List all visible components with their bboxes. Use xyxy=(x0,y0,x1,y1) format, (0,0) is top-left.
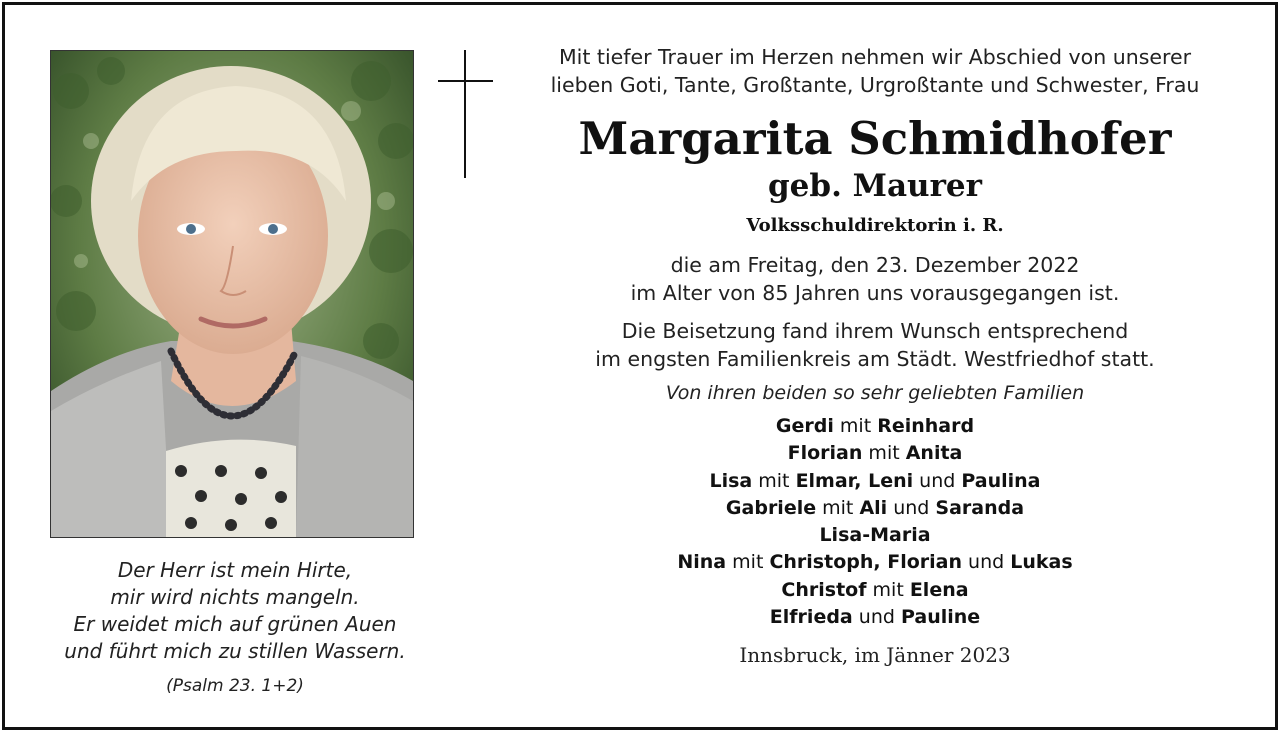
psalm-line: Er weidet mich auf grünen Auen xyxy=(73,612,397,636)
family-connector: und xyxy=(852,606,901,629)
family-connector: mit xyxy=(833,415,878,437)
mourners-intro: Von ihren beiden so sehr geliebten Familien xyxy=(665,382,1085,404)
family-line xyxy=(475,604,1275,631)
family-member-name: Nina xyxy=(677,551,727,574)
family-member-name: Gabriele xyxy=(725,496,817,519)
family-line xyxy=(475,522,1275,549)
family-member-name: Lisa xyxy=(709,469,753,492)
psalm-line: Der Herr ist mein Hirte, xyxy=(117,558,353,582)
death-line: die am Freitag, den 23. Dezember 2022 xyxy=(670,253,1080,277)
family-connector: und xyxy=(887,496,936,519)
burial-line: im engsten Familienkreis am Städt. Westfriedhof statt. xyxy=(595,347,1155,371)
family-member-name: Gerdi xyxy=(775,415,834,437)
obituary-text xyxy=(475,43,1275,669)
family-member-name: Paulina xyxy=(961,469,1041,492)
deceased-name: Margarita Schmidhofer xyxy=(578,112,1172,165)
family-member-name: Ali xyxy=(859,496,888,519)
place-date: Innsbruck, im Jänner 2023 xyxy=(739,643,1011,668)
intro-text xyxy=(475,43,1275,99)
family-member-name: Anita xyxy=(905,442,963,465)
death-line: im Alter von 85 Jahren uns vorausgegangen ist. xyxy=(630,281,1120,305)
family-line xyxy=(475,549,1275,576)
burial-notice xyxy=(475,317,1275,373)
family-line xyxy=(475,440,1275,467)
intro-line: Mit tiefer Trauer im Herzen nehmen wir Abschied von unserer xyxy=(558,45,1192,69)
family-member-name: Elfrieda xyxy=(769,606,853,629)
family-member-name: Christoph, Florian xyxy=(769,551,962,574)
death-notice xyxy=(475,251,1275,307)
family-connector: und xyxy=(962,551,1011,574)
family-member-name: Elmar, Leni xyxy=(795,469,914,492)
burial-line: Die Beisetzung fand ihrem Wunsch entsprechend xyxy=(621,319,1129,343)
obituary-card xyxy=(2,2,1278,730)
portrait-photo xyxy=(50,50,414,538)
psalm-line: mir wird nichts mangeln. xyxy=(110,585,360,609)
family-line xyxy=(475,413,1275,440)
psalm-quote xyxy=(35,557,435,700)
psalm-reference: (Psalm 23. 1+2) xyxy=(166,676,304,696)
psalm-line: und führt mich zu stillen Wassern. xyxy=(64,639,406,663)
family-list xyxy=(475,413,1275,631)
family-connector: mit xyxy=(816,496,860,519)
family-line xyxy=(475,495,1275,522)
profession: Volksschuldirektorin i. R. xyxy=(746,215,1004,236)
family-line xyxy=(475,468,1275,495)
family-connector: mit xyxy=(866,578,910,601)
family-line xyxy=(475,577,1275,604)
family-member-name: Christof xyxy=(781,578,867,601)
family-member-name: Reinhard xyxy=(877,415,975,437)
family-connector: mit xyxy=(862,442,906,465)
family-connector: mit xyxy=(726,551,770,574)
birth-name: geb. Maurer xyxy=(768,168,982,204)
intro-line: lieben Goti, Tante, Großtante, Urgroßtante und Schwester, Frau xyxy=(550,73,1200,97)
family-member-name: Elena xyxy=(909,578,969,601)
family-connector: und xyxy=(913,469,962,492)
family-member-name: Lukas xyxy=(1010,551,1073,574)
family-member-name: Saranda xyxy=(935,496,1025,519)
family-member-name: Florian xyxy=(787,442,863,465)
family-connector: mit xyxy=(752,469,796,492)
family-member-name: Lisa-Maria xyxy=(819,524,931,547)
family-member-name: Pauline xyxy=(900,606,981,629)
